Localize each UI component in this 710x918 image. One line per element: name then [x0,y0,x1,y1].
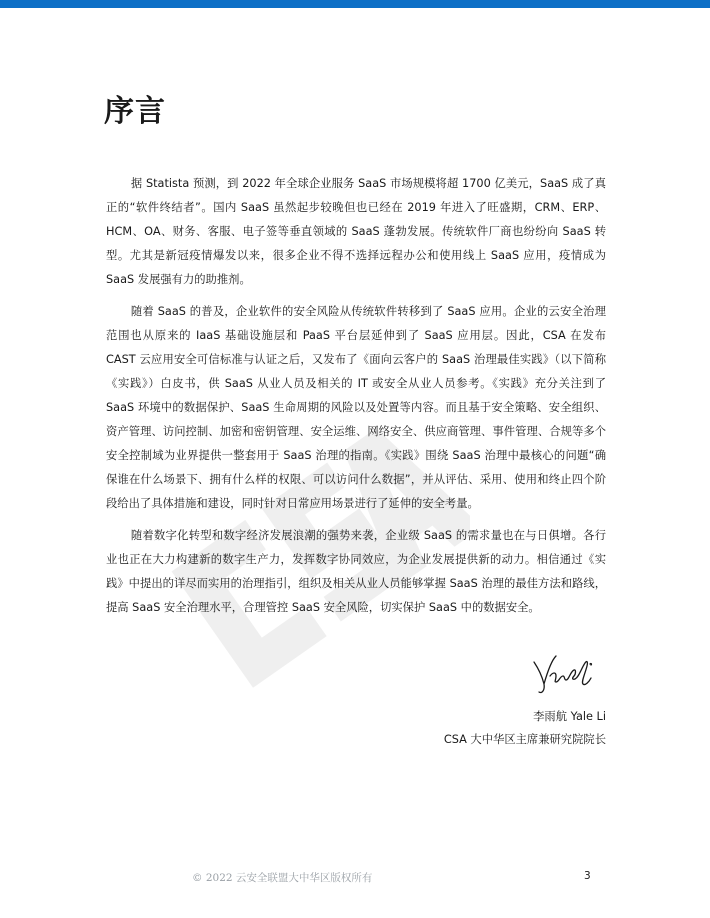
page-number: 3 [584,870,591,882]
top-accent-bar [0,0,710,8]
paragraph-3: 随着数字化转型和数字经济发展浪潮的强势来袭，企业级 SaaS 的需求量也在与日俱增。各行业也正在大力构建新的数字生产力，发挥数字协同效应，为企业发展提供新的动力。相信通过《实践》中提出的详尽而实用的治理指引，组织及相关从业人员能够掌握 SaaS 治理的最佳方法和路线，提高 SaaS 安全治理水平，合理管控 SaaS 安全风险，切实保护 SaaS 中的数据安全。 [106,529,606,614]
page-title: 序言 [104,94,166,129]
footer-copyright: © 2022 云安全联盟大中华区版权所有 [192,872,373,884]
author-name: 李雨航 Yale Li [533,710,606,723]
author-title: CSA 大中华区主席兼研究院院长 [443,733,606,746]
author-signature [528,650,606,696]
body-text [106,172,606,628]
paragraph-2: 随着 SaaS 的普及，企业软件的安全风险从传统软件转移到了 SaaS 应用。企业的云安全治理范围也从原来的 IaaS 基础设施层和 PaaS 平台层延伸到了 SaaS 应用层。因此，CSA 在发布 CAST 云应用安全可信标准与认证之后，又发布了《面向云客户的 SaaS 治理最佳实践》（以下简称《实践》）白皮书，供 SaaS 从业人员及相关的 IT 或安全从业人员参考。《实践》充分关注到了 SaaS 环境中的数据保护、SaaS 生命周期的风险以及处置等内容。而且基于安全策略、安全组织、资产管理、访问控制、加密和密钥管理、安全运维、网络安全、供应商管理、事件管理、合规等多个安全控制域为业界提供一整套用于 SaaS 治理的指南。《实践》围绕 SaaS 治理中最核心的问题“确保谁在什么场景下、拥有什么样的权限、可以访问什么数据”，并从评估、采用、使用和终止四个阶段给出了具体措施和建设，同时针对日常应用场景进行了延伸的安全考量。 [106,305,606,510]
paragraph-1: 据 Statista 预测，到 2022 年全球企业服务 SaaS 市场规模将超 1700 亿美元，SaaS 成了真正的“软件终结者”。国内 SaaS 虽然起步较晚但也已经在 2019 年进入了旺盛期，CRM、ERP、HCM、OA、财务、客服、电子签等垂直领域的 SaaS 蓬勃发展。传统软件厂商也纷纷向 SaaS 转型。尤其是新冠疫情爆发以来，很多企业不得不选择远程办公和使用线上 SaaS 应用，疫情成为 SaaS 发展强有力的助推剂。 [106,177,606,286]
